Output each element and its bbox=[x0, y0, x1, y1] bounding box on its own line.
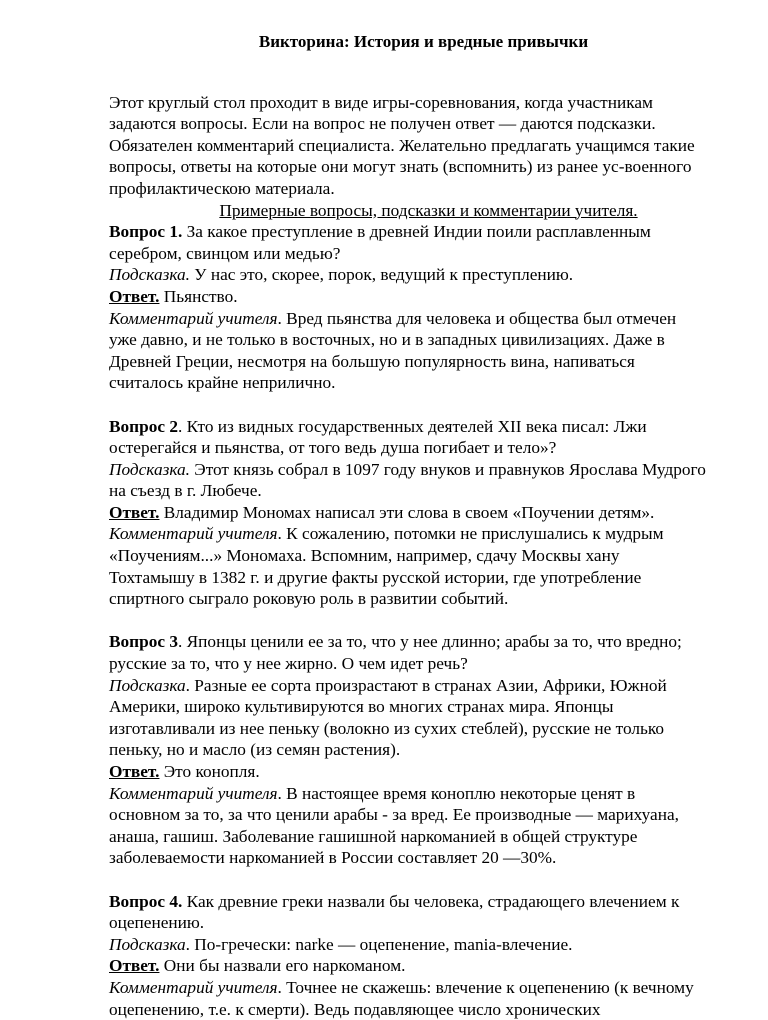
question-1-text: За какое преступление в древней Индии поили расплавленным серебром, свинцом или медью? bbox=[109, 222, 651, 263]
comment-2 bbox=[109, 523, 708, 609]
answer-3 bbox=[109, 761, 708, 783]
comment-2-label: Комментарий учителя bbox=[109, 524, 278, 544]
comment-4-label: Комментарий учителя bbox=[109, 977, 278, 997]
answer-2-label: Ответ. bbox=[109, 502, 160, 522]
comment-1-label: Комментарий учителя bbox=[109, 308, 278, 328]
answer-2-text: Владимир Мономах написал эти слова в своем «Поучении детям». bbox=[159, 502, 655, 522]
answer-4-label: Ответ. bbox=[109, 956, 160, 976]
question-1 bbox=[109, 221, 708, 264]
question-2 bbox=[109, 416, 708, 459]
comment-3 bbox=[109, 783, 708, 869]
section-subheading: Примерные вопросы, подсказки и комментарии учителя. bbox=[219, 200, 638, 220]
hint-1-text: У нас это, скорее, порок, ведущий к преступлению. bbox=[189, 265, 574, 285]
answer-4-text: Они бы назвали его наркоманом. bbox=[159, 956, 406, 976]
question-3 bbox=[109, 631, 708, 674]
hint-2-label: Подсказка. bbox=[109, 459, 190, 479]
question-2-label: Вопрос 2 bbox=[109, 416, 179, 436]
hint-3-label: Подсказка bbox=[109, 675, 186, 695]
question-block-3 bbox=[109, 631, 708, 869]
comment-4 bbox=[109, 977, 708, 1020]
comment-2-text: . К сожалению, потомки не прислушались к мудрым «Поучениям...» Мономаха. Вспомним, например, сдачу Москвы хану Тохтамышу в 1382 г. и другие факты русской истории, где употребление спиртного сыграло роковую роль в развитии событий. bbox=[109, 524, 664, 609]
comment-1-text: . Вред пьянства для человека и общества был отмечен уже давно, и не только в восточных, но и в западных цивилизациях. Даже в Древней Греции, несмотря на большую популярность вина, напиваться считалось крайне неприлично. bbox=[109, 308, 677, 393]
question-block-2 bbox=[109, 416, 708, 610]
hint-4-text: . По-гречески: narke — оцепенение, mania-влечение. bbox=[185, 934, 573, 954]
answer-1-label: Ответ. bbox=[109, 286, 160, 306]
answer-4 bbox=[109, 955, 708, 977]
hint-4 bbox=[109, 934, 708, 956]
hint-2-text: Этот князь собрал в 1097 году внуков и правнуков Ярослава Мудрого на съезд в г. Любече. bbox=[109, 459, 706, 501]
hint-2 bbox=[109, 459, 708, 502]
question-2-text: . Кто из видных государственных деятелей XII века писал: Лжи остерегайся и пьянства, от того ведь душа погибает и тело»? bbox=[109, 416, 647, 458]
question-1-label: Вопрос 1. bbox=[109, 222, 183, 242]
comment-4-text: . Точнее не скажешь: влечение к оцепенению (к вечному оцепенению, т.е. к смерти). Ведь подавляющее число хронических bbox=[109, 977, 694, 1019]
question-4-text: Как древние греки назвали бы человека, страдающего влечением к оцепенению. bbox=[109, 891, 680, 933]
hint-3 bbox=[109, 675, 708, 761]
document-title: Викторина: История и вредные привычки bbox=[258, 32, 589, 51]
intro-paragraph: Этот круглый стол проходит в виде игры-соревнования, когда участникам задаются вопросы. Если на вопрос не получен ответ — даются подсказки. Обязателен комментарий специалиста. Желательно предлагать учащимся такие вопросы, ответы на которые они могут знать (вспомнить) из ранее ус-военного профилактическою материала. bbox=[109, 92, 695, 198]
comment-3-text: . В настоящее время коноплю некоторые ценят в основном за то, за что ценили арабы - за вред. Ее производные — марихуана, анаша, гашиш. Заболевание гашишной наркоманией в общей структуре заболеваемости наркоманией в России составляет 20 —30%. bbox=[109, 783, 679, 868]
spacer bbox=[109, 869, 708, 891]
hint-3-text: . Разные ее сорта произрастают в странах Азии, Африки, Южной Америки, широко культивируются во многих странах мира. Японцы изготавливали из нее пеньку (волокно из сухих стеблей), русские не только пеньку, но и масло (из семян растения). bbox=[109, 675, 667, 760]
question-4-label: Вопрос 4. bbox=[109, 891, 183, 911]
question-3-text: . Японцы ценили ее за то, что у нее длинно; арабы за то, что вредно; русские за то, что у нее жирно. О чем идет речь? bbox=[109, 632, 682, 674]
hint-1-label: Подсказка. bbox=[109, 265, 190, 285]
answer-1-text: Пьянство. bbox=[159, 286, 238, 306]
answer-3-label: Ответ. bbox=[109, 762, 160, 781]
spacer bbox=[109, 394, 708, 416]
spacer bbox=[109, 610, 708, 632]
comment-3-label: Комментарий учителя bbox=[109, 783, 278, 803]
question-block-4 bbox=[109, 891, 708, 1020]
hint-1 bbox=[109, 264, 708, 286]
question-4 bbox=[109, 891, 708, 934]
comment-1 bbox=[109, 308, 708, 394]
answer-3-text: Это конопля. bbox=[159, 762, 260, 781]
question-3-label: Вопрос 3 bbox=[109, 632, 179, 652]
hint-4-label: Подсказка bbox=[109, 934, 186, 954]
answer-1 bbox=[109, 286, 708, 308]
answer-2 bbox=[109, 502, 708, 524]
question-block-1 bbox=[109, 221, 708, 394]
